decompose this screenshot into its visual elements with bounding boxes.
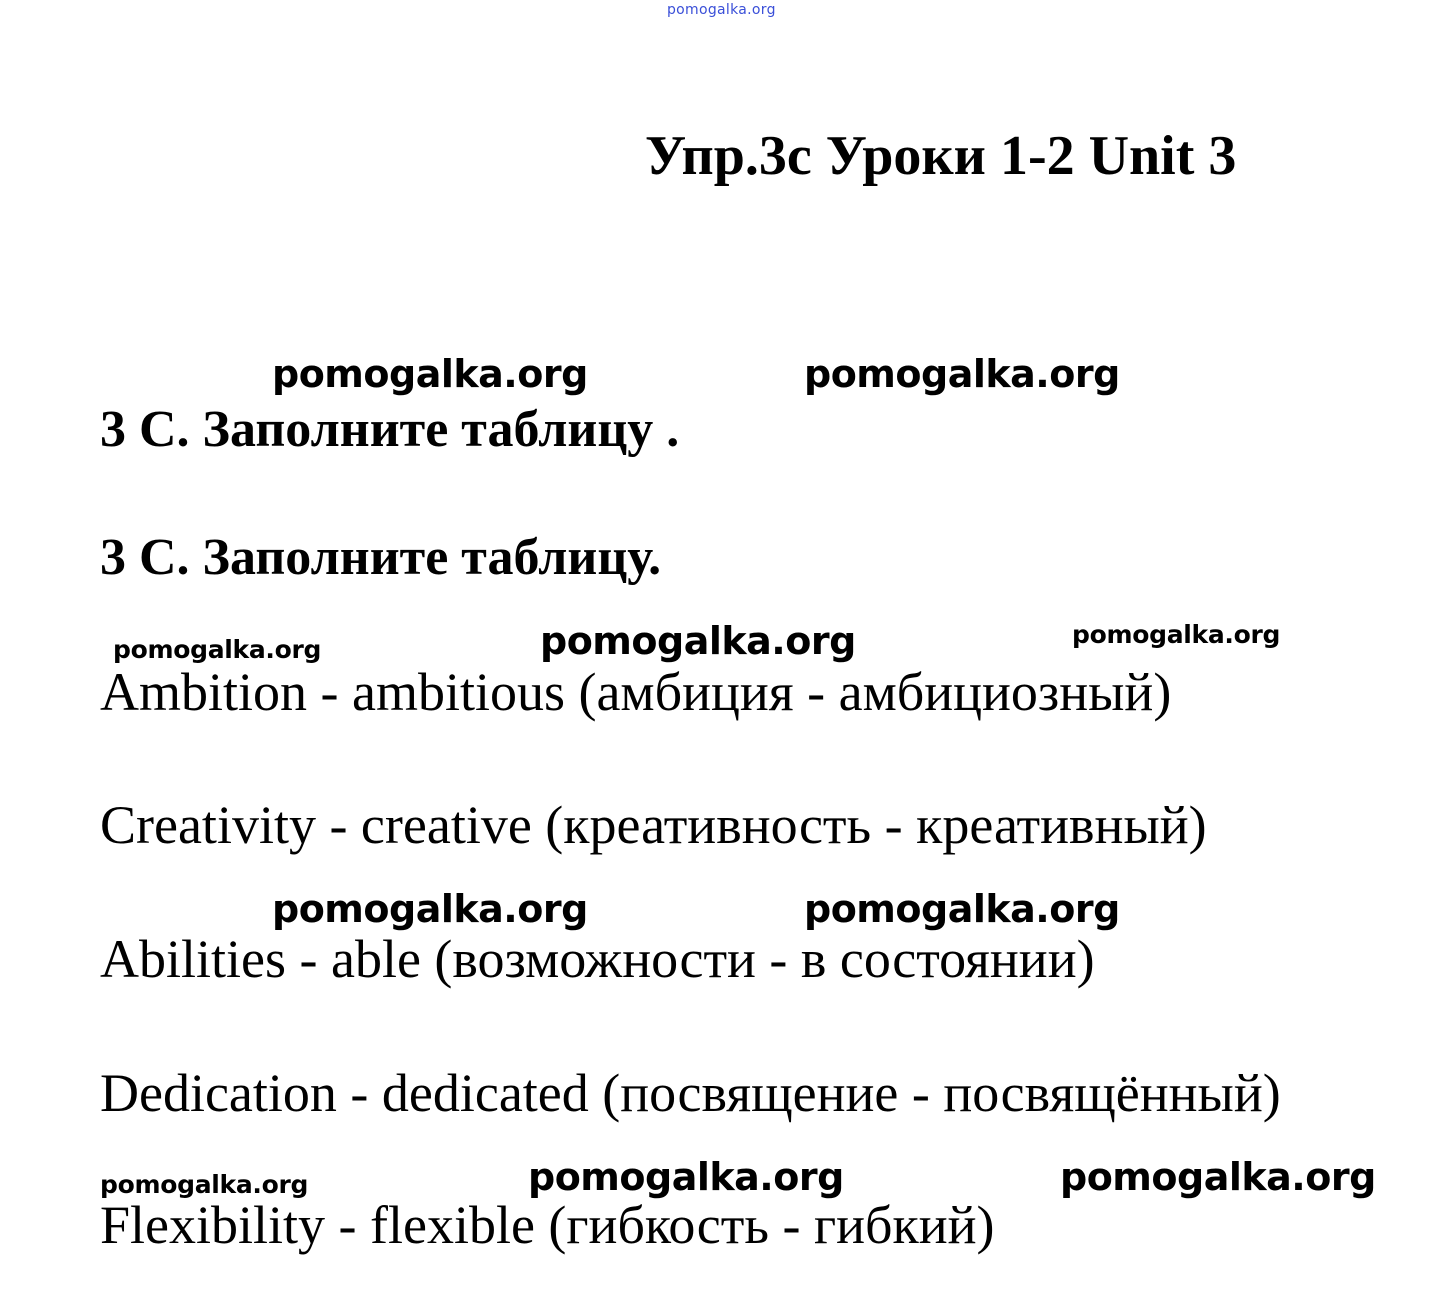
word-pair-entry: Flexibility - flexible (гибкость - гибкий) (100, 1195, 995, 1255)
exercise-heading: 3 С. Заполните таблицу . (100, 401, 680, 458)
watermark-text: pomogalka.org (272, 352, 588, 396)
watermark-text: pomogalka.org (540, 619, 856, 663)
page-title: Упр.3с Уроки 1-2 Unit 3 (645, 125, 1237, 187)
watermark-text: pomogalka.org (804, 352, 1120, 396)
watermark-text: pomogalka.org (272, 887, 588, 931)
word-pair-entry: Creativity - creative (креативность - креативный) (100, 795, 1207, 855)
header-watermark: pomogalka.org (667, 2, 776, 18)
watermark-text: pomogalka.org (113, 635, 322, 664)
watermark-text: pomogalka.org (528, 1155, 844, 1199)
exercise-heading: 3 С. Заполните таблицу. (100, 529, 662, 586)
watermark-text: pomogalka.org (804, 887, 1120, 931)
word-pair-entry: Ambition - ambitious (амбиция - амбициозный) (100, 662, 1172, 722)
watermark-text: pomogalka.org (1072, 620, 1281, 649)
word-pair-entry: Dedication - dedicated (посвящение - посвящённый) (100, 1063, 1281, 1123)
word-pair-entry: Abilities - able (возможности - в состоянии) (100, 929, 1095, 989)
watermark-text: pomogalka.org (1060, 1155, 1376, 1199)
watermark-text: pomogalka.org (100, 1170, 309, 1199)
